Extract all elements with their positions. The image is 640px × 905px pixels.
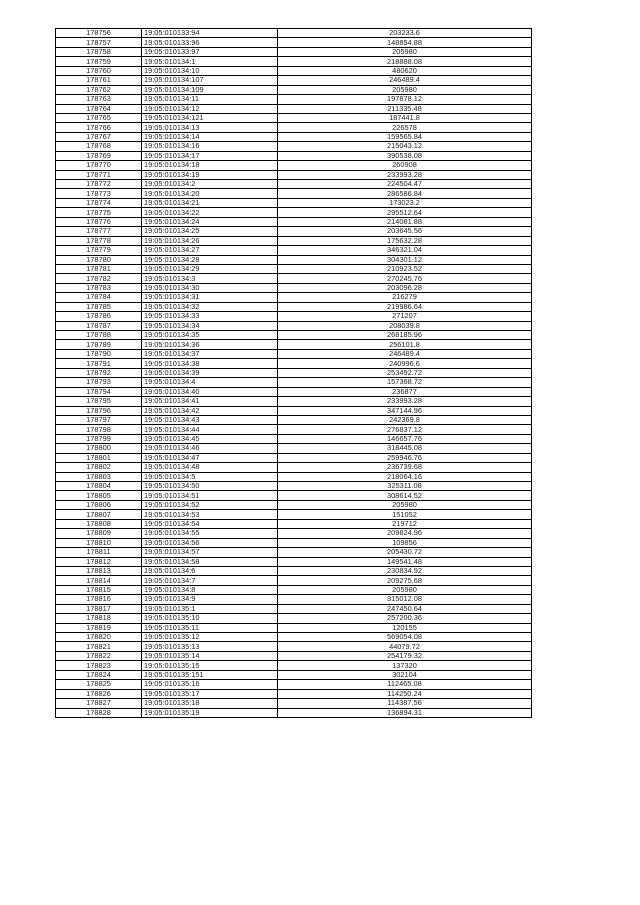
data-table [55,28,532,718]
cadastral-number-cell: 19:05:010134:4 [142,378,278,387]
table-row [56,689,532,698]
value-cell: 175632.28 [278,236,532,245]
table-row [56,198,532,207]
value-cell: 260908 [278,161,532,170]
cadastral-number-cell: 19:05:010134:45 [142,434,278,443]
value-cell: 236739.68 [278,463,532,472]
value-cell: 214081.88 [278,217,532,226]
table-row [56,670,532,679]
row-id-cell: 178785 [56,302,142,311]
row-id-cell: 178786 [56,312,142,321]
value-cell: 215043.12 [278,142,532,151]
cadastral-number-cell: 19:05:010134:2 [142,180,278,189]
value-cell: 209824.96 [278,529,532,538]
value-cell: 151052 [278,510,532,519]
row-id-cell: 178767 [56,132,142,141]
row-id-cell: 178781 [56,264,142,273]
row-id-cell: 178777 [56,227,142,236]
value-cell: 208039.8 [278,321,532,330]
cadastral-number-cell: 19:05:010135:19 [142,708,278,717]
value-cell: 203233.6 [278,29,532,38]
table-row [56,180,532,189]
table-row [56,331,532,340]
row-id-cell: 178768 [56,142,142,151]
cadastral-number-cell: 19:05:010134:3 [142,274,278,283]
value-cell: 308614.52 [278,491,532,500]
value-cell: 236877 [278,387,532,396]
cadastral-number-cell: 19:05:010134:40 [142,387,278,396]
row-id-cell: 178816 [56,595,142,604]
cadastral-number-cell: 19:05:010134:43 [142,415,278,424]
value-cell: 304301.12 [278,255,532,264]
row-id-cell: 178800 [56,444,142,453]
cadastral-number-cell: 19:05:010134:16 [142,142,278,151]
value-cell: 256101.8 [278,340,532,349]
value-cell: 240996.6 [278,359,532,368]
table-row [56,302,532,311]
row-id-cell: 178803 [56,472,142,481]
value-cell: 302104 [278,670,532,679]
table-row [56,189,532,198]
value-cell: 276837.12 [278,425,532,434]
cadastral-number-cell: 19:05:010133:94 [142,29,278,38]
table-row [56,604,532,613]
row-id-cell: 178779 [56,246,142,255]
row-id-cell: 178763 [56,95,142,104]
value-cell: 218888.08 [278,57,532,66]
table-row [56,340,532,349]
cadastral-number-cell: 19:05:010134:33 [142,312,278,321]
cadastral-number-cell: 19:05:010135:1 [142,604,278,613]
cadastral-number-cell: 19:05:010134:39 [142,368,278,377]
value-cell: 271207 [278,312,532,321]
value-cell: 233993.28 [278,397,532,406]
table-row [56,680,532,689]
cadastral-number-cell: 19:05:010134:44 [142,425,278,434]
cadastral-number-cell: 19:05:010135:12 [142,633,278,642]
cadastral-number-cell: 19:05:010134:55 [142,529,278,538]
row-id-cell: 178788 [56,331,142,340]
value-cell: 246489.4 [278,349,532,358]
table-row [56,633,532,642]
row-id-cell: 178762 [56,85,142,94]
table-row [56,274,532,283]
value-cell: 246489.4 [278,76,532,85]
row-id-cell: 178815 [56,585,142,594]
row-id-cell: 178828 [56,708,142,717]
cadastral-number-cell: 19:05:010134:29 [142,264,278,273]
table-row [56,595,532,604]
row-id-cell: 178780 [56,255,142,264]
cadastral-number-cell: 19:05:010134:121 [142,113,278,122]
value-cell: 137320 [278,661,532,670]
cadastral-number-cell: 19:05:010135:14 [142,651,278,660]
cadastral-number-cell: 19:05:010133:97 [142,47,278,56]
value-cell: 218064.16 [278,472,532,481]
row-id-cell: 178807 [56,510,142,519]
row-id-cell: 178794 [56,387,142,396]
value-cell: 233993.28 [278,170,532,179]
table-row [56,359,532,368]
value-cell: 197878.12 [278,95,532,104]
value-cell: 286586.84 [278,189,532,198]
table-row [56,378,532,387]
row-id-cell: 178793 [56,378,142,387]
cadastral-number-cell: 19:05:010134:10 [142,66,278,75]
cadastral-number-cell: 19:05:010134:19 [142,170,278,179]
table-row [56,699,532,708]
value-cell: 109856 [278,538,532,547]
table-row [56,349,532,358]
table-row [56,585,532,594]
value-cell: 216279 [278,293,532,302]
value-cell: 295512.64 [278,208,532,217]
row-id-cell: 178804 [56,482,142,491]
row-id-cell: 178759 [56,57,142,66]
row-id-cell: 178774 [56,198,142,207]
cadastral-number-cell: 19:05:010134:58 [142,557,278,566]
row-id-cell: 178826 [56,689,142,698]
cadastral-number-cell: 19:05:010135:17 [142,689,278,698]
row-id-cell: 178813 [56,566,142,575]
table-row [56,95,532,104]
table-row [56,283,532,292]
value-cell: 253492.72 [278,368,532,377]
table-row [56,661,532,670]
table-row [56,236,532,245]
cadastral-number-cell: 19:05:010134:27 [142,246,278,255]
table-row [56,142,532,151]
table-row [56,47,532,56]
cadastral-number-cell: 19:05:010134:34 [142,321,278,330]
table-row [56,651,532,660]
row-id-cell: 178769 [56,151,142,160]
table-row [56,623,532,632]
table-row [56,255,532,264]
row-id-cell: 178811 [56,548,142,557]
row-id-cell: 178825 [56,680,142,689]
row-id-cell: 178787 [56,321,142,330]
cadastral-number-cell: 19:05:010134:28 [142,255,278,264]
cadastral-number-cell: 19:05:010135:13 [142,642,278,651]
value-cell: 205980 [278,500,532,509]
table-row [56,453,532,462]
cadastral-number-cell: 19:05:010134:35 [142,331,278,340]
table-row [56,29,532,38]
row-id-cell: 178792 [56,368,142,377]
value-cell: 219712 [278,519,532,528]
cadastral-number-cell: 19:05:010134:31 [142,293,278,302]
row-id-cell: 178772 [56,180,142,189]
value-cell: 390538.08 [278,151,532,160]
cadastral-number-cell: 19:05:010134:56 [142,538,278,547]
value-cell: 211335.48 [278,104,532,113]
cadastral-number-cell: 19:05:010134:22 [142,208,278,217]
row-id-cell: 178758 [56,47,142,56]
table-row [56,463,532,472]
cadastral-number-cell: 19:05:010134:17 [142,151,278,160]
cadastral-number-cell: 19:05:010134:21 [142,198,278,207]
value-cell: 148854.88 [278,38,532,47]
value-cell: 112465.08 [278,680,532,689]
row-id-cell: 178827 [56,699,142,708]
row-id-cell: 178776 [56,217,142,226]
cadastral-number-cell: 19:05:010135:151 [142,670,278,679]
table-row [56,472,532,481]
value-cell: 209275.68 [278,576,532,585]
value-cell: 120155 [278,623,532,632]
table-row [56,170,532,179]
cadastral-number-cell: 19:05:010134:107 [142,76,278,85]
table-row [56,293,532,302]
value-cell: 205980 [278,85,532,94]
cadastral-number-cell: 19:05:010134:48 [142,463,278,472]
cadastral-number-cell: 19:05:010134:6 [142,566,278,575]
table-row [56,557,532,566]
row-id-cell: 178824 [56,670,142,679]
table-row [56,113,532,122]
cadastral-number-cell: 19:05:010134:50 [142,482,278,491]
row-id-cell: 178782 [56,274,142,283]
row-id-cell: 178806 [56,500,142,509]
row-id-cell: 178820 [56,633,142,642]
table-row [56,491,532,500]
cadastral-number-cell: 19:05:010134:57 [142,548,278,557]
row-id-cell: 178814 [56,576,142,585]
table-row [56,708,532,717]
cadastral-number-cell: 19:05:010134:30 [142,283,278,292]
row-id-cell: 178812 [56,557,142,566]
cadastral-number-cell: 19:05:010135:10 [142,614,278,623]
value-cell: 254179.32 [278,651,532,660]
value-cell: 325311.08 [278,482,532,491]
cadastral-number-cell: 19:05:010134:12 [142,104,278,113]
row-id-cell: 178797 [56,415,142,424]
value-cell: 44079.72 [278,642,532,651]
value-cell: 480620 [278,66,532,75]
row-id-cell: 178805 [56,491,142,500]
row-id-cell: 178818 [56,614,142,623]
row-id-cell: 178810 [56,538,142,547]
value-cell: 318445.08 [278,444,532,453]
cadastral-number-cell: 19:05:010134:9 [142,595,278,604]
cadastral-number-cell: 19:05:010134:5 [142,472,278,481]
cadastral-number-cell: 19:05:010135:16 [142,680,278,689]
table-row [56,246,532,255]
value-cell: 114387.56 [278,699,532,708]
table-row [56,500,532,509]
cadastral-number-cell: 19:05:010135:18 [142,699,278,708]
table-row [56,434,532,443]
cadastral-number-cell: 19:05:010135:15 [142,661,278,670]
table-row [56,38,532,47]
table-row [56,66,532,75]
cadastral-number-cell: 19:05:010134:51 [142,491,278,500]
table-row [56,397,532,406]
table-row [56,227,532,236]
value-cell: 270245.76 [278,274,532,283]
row-id-cell: 178809 [56,529,142,538]
table-row [56,538,532,547]
row-id-cell: 178798 [56,425,142,434]
value-cell: 173023.2 [278,198,532,207]
value-cell: 569054.08 [278,633,532,642]
row-id-cell: 178808 [56,519,142,528]
cadastral-number-cell: 19:05:010134:47 [142,453,278,462]
table-row [56,576,532,585]
value-cell: 159565.84 [278,132,532,141]
table-row [56,151,532,160]
row-id-cell: 178775 [56,208,142,217]
cadastral-number-cell: 19:05:010134:26 [142,236,278,245]
table-row [56,76,532,85]
value-cell: 203096.28 [278,283,532,292]
value-cell: 224504.47 [278,180,532,189]
value-cell: 210923.52 [278,264,532,273]
row-id-cell: 178757 [56,38,142,47]
table-row [56,415,532,424]
row-id-cell: 178795 [56,397,142,406]
row-id-cell: 178789 [56,340,142,349]
row-id-cell: 178819 [56,623,142,632]
row-id-cell: 178761 [56,76,142,85]
value-cell: 205980 [278,47,532,56]
table-row [56,444,532,453]
value-cell: 247450.64 [278,604,532,613]
cadastral-number-cell: 19:05:010134:8 [142,585,278,594]
row-id-cell: 178790 [56,349,142,358]
value-cell: 219986.64 [278,302,532,311]
cadastral-number-cell: 19:05:010134:46 [142,444,278,453]
table-row [56,161,532,170]
table-row [56,529,532,538]
row-id-cell: 178756 [56,29,142,38]
row-id-cell: 178783 [56,283,142,292]
row-id-cell: 178760 [56,66,142,75]
table-row [56,510,532,519]
value-cell: 259946.76 [278,453,532,462]
cadastral-number-cell: 19:05:010134:37 [142,349,278,358]
table-row [56,85,532,94]
value-cell: 136894.31 [278,708,532,717]
cadastral-number-cell: 19:05:010134:24 [142,217,278,226]
row-id-cell: 178764 [56,104,142,113]
value-cell: 315012.08 [278,595,532,604]
row-id-cell: 178802 [56,463,142,472]
table-row [56,57,532,66]
cadastral-number-cell: 19:05:010134:25 [142,227,278,236]
table-row [56,321,532,330]
cadastral-number-cell: 19:05:010134:41 [142,397,278,406]
table-row [56,642,532,651]
value-cell: 149541.48 [278,557,532,566]
table-row [56,425,532,434]
value-cell: 146657.76 [278,434,532,443]
table-row [56,123,532,132]
table-row [56,104,532,113]
value-cell: 347144.96 [278,406,532,415]
cadastral-number-cell: 19:05:010134:54 [142,519,278,528]
row-id-cell: 178801 [56,453,142,462]
row-id-cell: 178778 [56,236,142,245]
row-id-cell: 178766 [56,123,142,132]
cadastral-number-cell: 19:05:010134:109 [142,85,278,94]
cadastral-number-cell: 19:05:010134:52 [142,500,278,509]
cadastral-number-cell: 19:05:010135:11 [142,623,278,632]
value-cell: 346321.04 [278,246,532,255]
table-row [56,614,532,623]
row-id-cell: 178791 [56,359,142,368]
cadastral-number-cell: 19:05:010134:13 [142,123,278,132]
row-id-cell: 178770 [56,161,142,170]
table-row [56,548,532,557]
cadastral-number-cell: 19:05:010134:38 [142,359,278,368]
table-row [56,217,532,226]
cadastral-number-cell: 19:05:010134:20 [142,189,278,198]
cadastral-number-cell: 19:05:010133:96 [142,38,278,47]
row-id-cell: 178821 [56,642,142,651]
cadastral-number-cell: 19:05:010134:18 [142,161,278,170]
table-row [56,387,532,396]
table-row [56,406,532,415]
cadastral-number-cell: 19:05:010134:32 [142,302,278,311]
value-cell: 205430.72 [278,548,532,557]
table-row [56,566,532,575]
value-cell: 242369.8 [278,415,532,424]
value-cell: 203645.56 [278,227,532,236]
cadastral-number-cell: 19:05:010134:53 [142,510,278,519]
table-row [56,519,532,528]
table-row [56,132,532,141]
row-id-cell: 178784 [56,293,142,302]
row-id-cell: 178822 [56,651,142,660]
value-cell: 114250.24 [278,689,532,698]
row-id-cell: 178773 [56,189,142,198]
cadastral-number-cell: 19:05:010134:11 [142,95,278,104]
row-id-cell: 178817 [56,604,142,613]
row-id-cell: 178765 [56,113,142,122]
table-row [56,208,532,217]
row-id-cell: 178799 [56,434,142,443]
cadastral-number-cell: 19:05:010134:7 [142,576,278,585]
value-cell: 157368.72 [278,378,532,387]
table-row [56,482,532,491]
table-row [56,368,532,377]
cadastral-number-cell: 19:05:010134:42 [142,406,278,415]
value-cell: 230834.92 [278,566,532,575]
cadastral-number-cell: 19:05:010134:1 [142,57,278,66]
cadastral-number-cell: 19:05:010134:14 [142,132,278,141]
value-cell: 187441.8 [278,113,532,122]
table-row [56,264,532,273]
cadastral-number-cell: 19:05:010134:36 [142,340,278,349]
table-row [56,312,532,321]
value-cell: 257200.36 [278,614,532,623]
value-cell: 268185.96 [278,331,532,340]
table-body [56,29,532,718]
row-id-cell: 178823 [56,661,142,670]
value-cell: 205980 [278,585,532,594]
row-id-cell: 178796 [56,406,142,415]
row-id-cell: 178771 [56,170,142,179]
value-cell: 226578 [278,123,532,132]
